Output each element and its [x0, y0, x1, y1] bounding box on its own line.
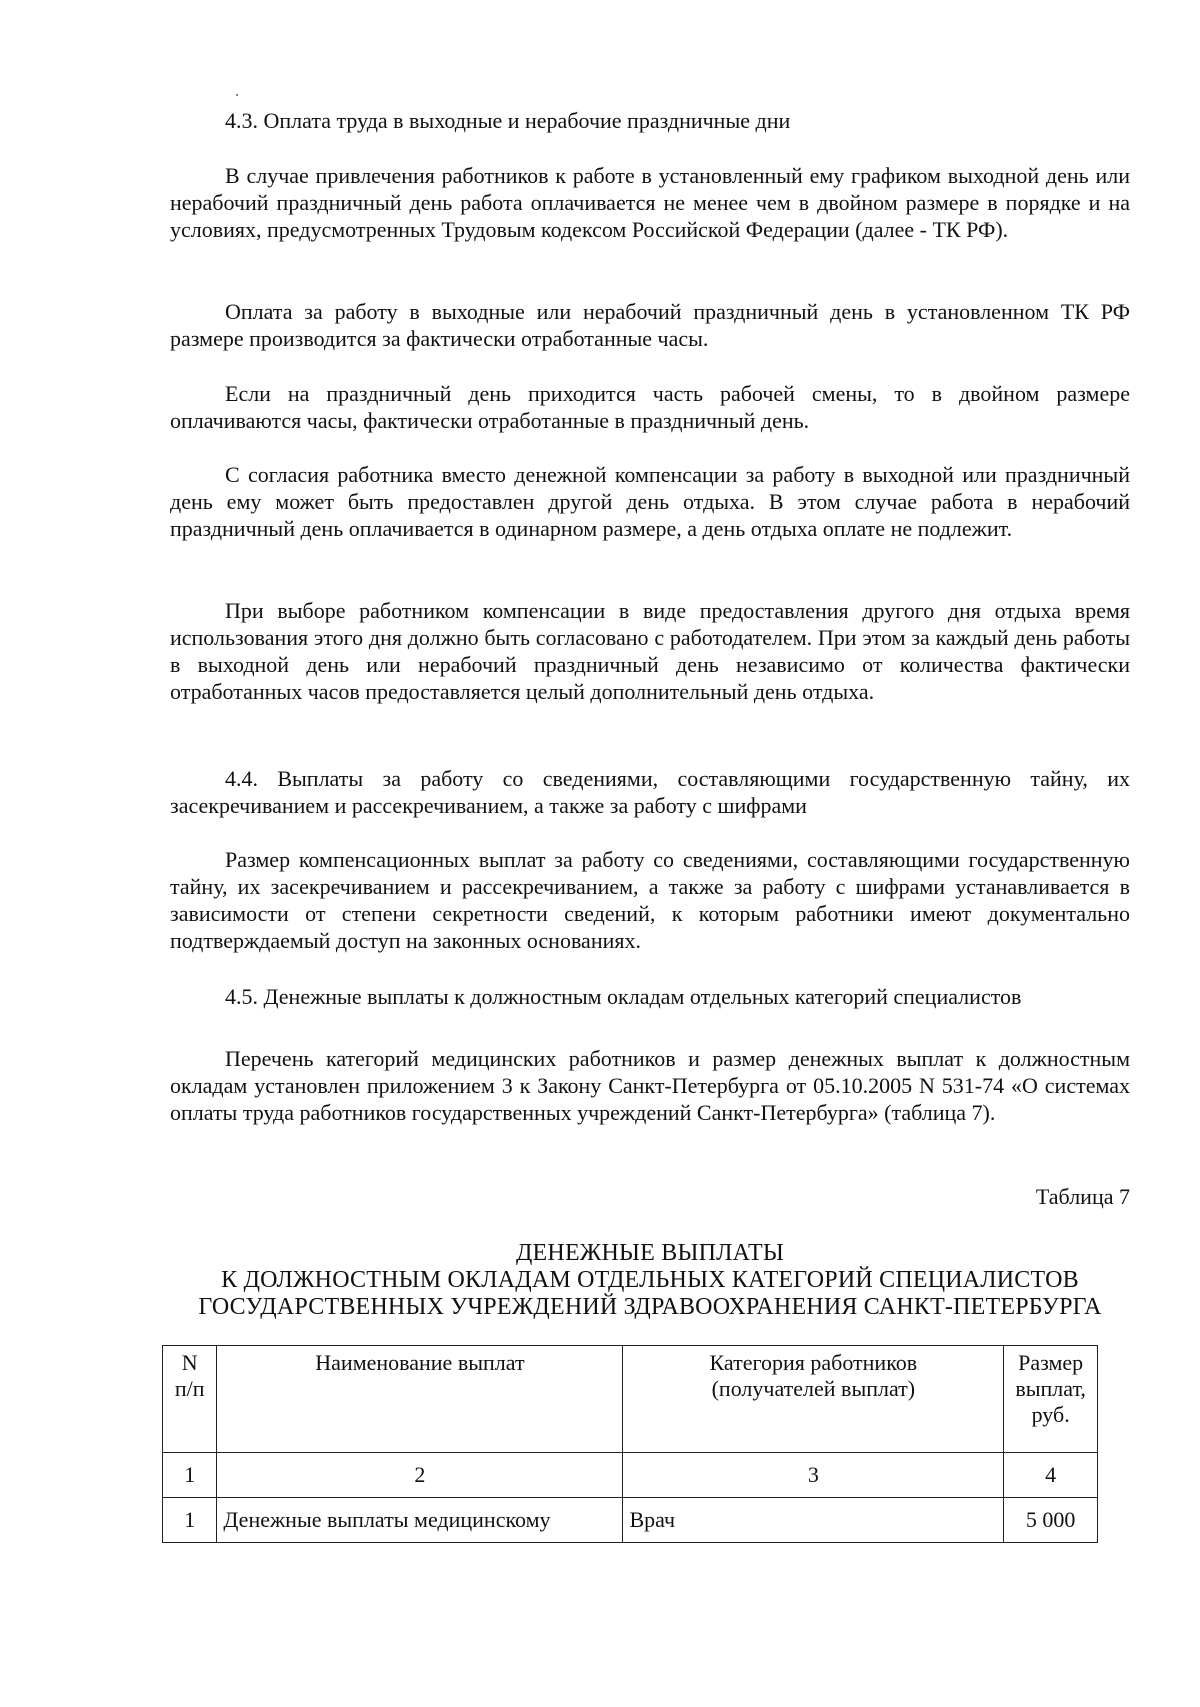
row-number: 1 — [163, 1498, 217, 1543]
table-title-line-1: ДЕНЕЖНЫЕ ВЫПЛАТЫ — [515, 1240, 784, 1266]
row-payment-name: Денежные выплаты медицинскому — [217, 1498, 623, 1543]
section-4-3-heading: 4.3. Оплата труда в выходные и нерабочие праздничные дни — [225, 108, 791, 133]
numbering-cell-3: 3 — [623, 1453, 1004, 1498]
header-amount-line-3: руб. — [1031, 1402, 1070, 1427]
section-4-3-paragraph-1: В случае привлечения работников к работе в установленный ему графиком выходной день или нерабочий праздничный день работа оплачивается не менее чем в двойном размере в порядке и на условиях, предусмотренных Трудовым кодексом Российской Федерации (далее - ТК РФ). — [170, 163, 1130, 242]
table-label: Таблица 7 — [1035, 1184, 1130, 1209]
table-header-row — [163, 1346, 1098, 1453]
section-4-4-heading: 4.4. Выплаты за работу со сведениями, составляющими государственную тайну, их засекречиванием и рассекречиванием, а также за работу с шифрами — [170, 766, 1130, 818]
scan-speck — [236, 94, 238, 96]
table-row — [163, 1498, 1098, 1543]
table-title-line-2: К ДОЛЖНОСТНЫМ ОКЛАДАМ ОТДЕЛЬНЫХ КАТЕГОРИЙ СПЕЦИАЛИСТОВ — [221, 1267, 1079, 1293]
header-amount-line-2: выплат, — [1015, 1376, 1086, 1401]
section-4-5-heading: 4.5. Денежные выплаты к должностным окладам отдельных категорий специалистов — [225, 984, 1022, 1009]
section-4-3-paragraph-3: Если на праздничный день приходится часть рабочей смены, то в двойном размере оплачиваются часы, фактически отработанные в праздничный день. — [170, 381, 1130, 433]
header-category-line-1: Категория работников — [709, 1350, 918, 1375]
table-numbering-row — [163, 1453, 1098, 1498]
table-title — [160, 1240, 1140, 1321]
header-amount-line-1: Размер — [1018, 1350, 1084, 1375]
header-number-line-1: N — [181, 1350, 198, 1375]
row-category: Врач — [623, 1498, 1004, 1543]
header-number-line-2: п/п — [174, 1376, 205, 1401]
numbering-cell-1: 1 — [163, 1453, 217, 1498]
section-4-5-paragraph-1: Перечень категорий медицинских работников и размер денежных выплат к должностным окладам установлен приложением 3 к Закону Санкт-Петербурга от 05.10.2005 N 531-74 «О системах оплаты труда работников государственных учреждений Санкт-Петербурга» (таблица 7). — [170, 1046, 1130, 1125]
row-amount: 5 000 — [1004, 1498, 1098, 1543]
header-category-line-2: (получателей выплат) — [711, 1376, 916, 1401]
payments-table — [162, 1345, 1098, 1543]
header-category — [623, 1346, 1004, 1453]
section-4-4-paragraph-1: Размер компенсационных выплат за работу со сведениями, составляющими государственную тайну, их засекречиванием и рассекречиванием, а также за работу с шифрами устанавливается в зависимости от степени секретности сведений, к которым работники имеют документально подтверждаемый доступ на законных основаниях. — [170, 847, 1130, 953]
numbering-cell-4: 4 — [1004, 1453, 1098, 1498]
section-4-3-paragraph-2: Оплата за работу в выходные или нерабочий праздничный день в установленном ТК РФ размере производится за фактически отработанные часы. — [170, 299, 1130, 351]
header-payment-name: Наименование выплат — [217, 1346, 623, 1453]
numbering-cell-2: 2 — [217, 1453, 623, 1498]
header-amount — [1004, 1346, 1098, 1453]
section-4-3-paragraph-5: При выборе работником компенсации в виде предоставления другого дня отдыха время использования этого дня должно быть согласовано с работодателем. При этом за каждый день работы в выходной день или нерабочий праздничный день независимо от количества фактически отработанных часов предоставляется целый дополнительный день отдыха. — [170, 598, 1130, 704]
section-4-3-paragraph-4: С согласия работника вместо денежной компенсации за работу в выходной или праздничный день ему может быть предоставлен другой день отдыха. В этом случае работа в нерабочий праздничный день оплачивается в одинарном размере, а день отдыха оплате не подлежит. — [170, 462, 1130, 541]
table-title-line-3: ГОСУДАРСТВЕННЫХ УЧРЕЖДЕНИЙ ЗДРАВООХРАНЕНИЯ САНКТ-ПЕТЕРБУРГА — [198, 1294, 1102, 1320]
header-number — [163, 1346, 217, 1453]
